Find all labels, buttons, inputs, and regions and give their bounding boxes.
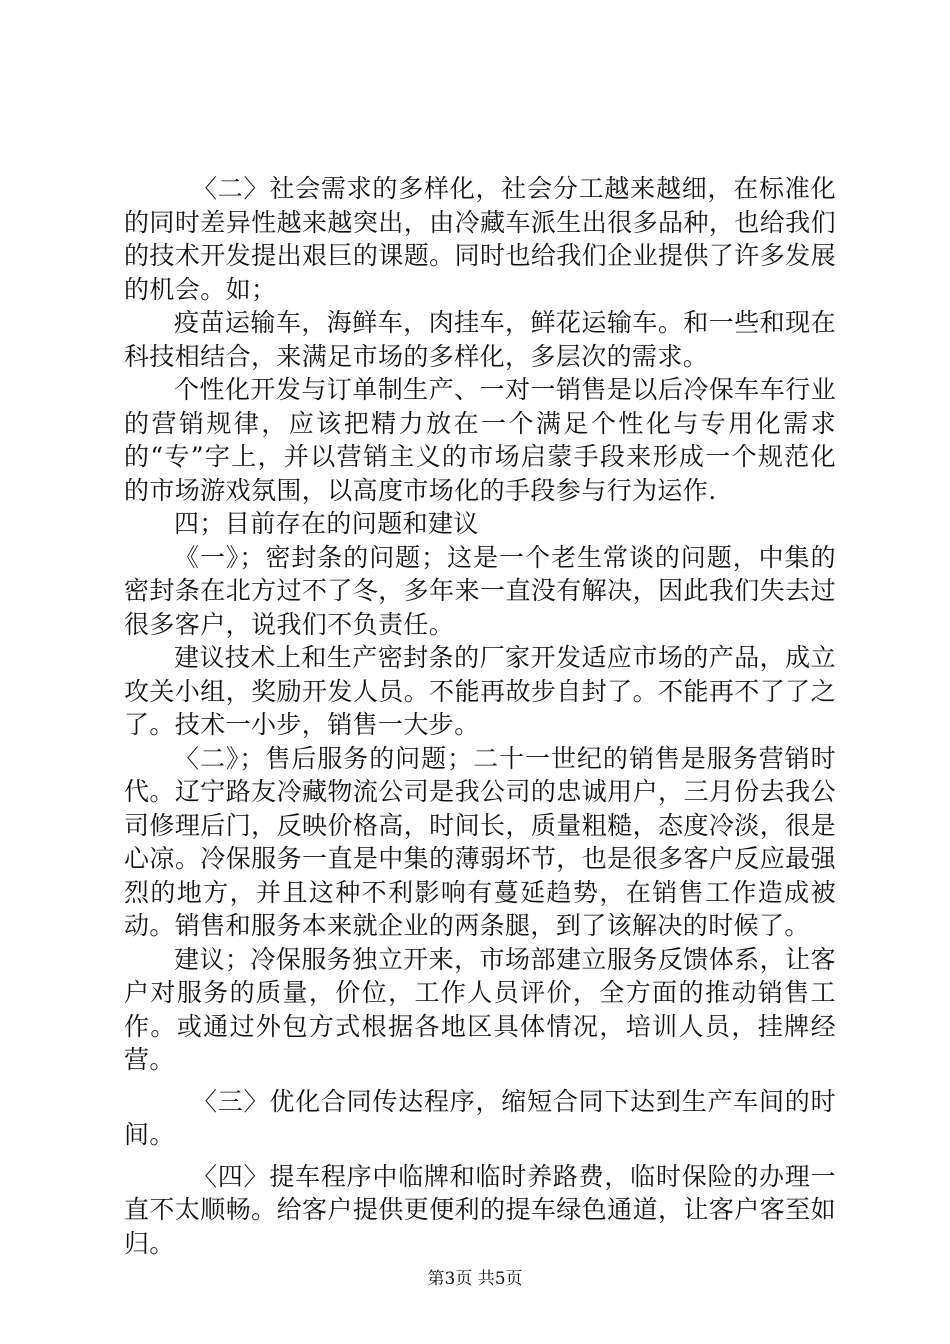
paragraph-personalized-development: 个性化开发与订单制生产、一对一销售是以后冷保车车行业的营销规律，应该把精力放在一个满足个性化与专用化需求的“专”字上，并以营销主义的市场启蒙手段来形成一个规范化的市场游戏氛围，以高度市场化的手段参与行为运作.: [124, 375, 836, 505]
paragraph-pickup-process: 〈四〉提车程序中临牌和临时养路费，临时保险的办理一直不太顺畅。给客户提供更便利的提车绿色通道，让客户客至如归。: [124, 1161, 836, 1258]
paragraph-seal-suggestion: 建议技术上和生产密封条的厂家开发适应市场的产品，成立攻关小组，奖励开发人员。不能再故步自封了。不能再不了了之了。技术一小步，销售一大步。: [124, 643, 836, 739]
paragraph-after-sales-problem: 〈二》；售后服务的问题；二十一世纪的销售是服务营销时代。辽宁路友冷藏物流公司是我公司的忠诚用户，三月份去我公司修理后门，反映价格高，时间长，质量粗糙，态度冷淡，很是心凉。冷保服务一直是中集的薄弱坏节，也是很多客户反应最强烈的地方，并且这种不利影响有蔓延趋势，在销售工作造成被动。销售和服务本来就企业的两条腿，到了该解决的时候了。: [124, 743, 836, 940]
paragraph-after-sales-suggestion: 建议；冷保服务独立开来，市场部建立服务反馈体系，让客户对服务的质量，价位，工作人员评价，全方面的推动销售工作。或通过外包方式根据各地区具体情况，培训人员，挂牌经营。: [124, 944, 836, 1074]
paragraph-social-demand: 〈二〉社会需求的多样化，社会分工越来越细，在标准化的同时差异性越来越突出，由冷藏车派生出很多品种，也给我们的技术开发提出艰巨的课题。同时也给我们企业提供了许多发展的机会。如；: [124, 174, 836, 304]
paragraph-contract-process: 〈三〉优化合同传达程序，缩短合同下达到生产车间的时间。: [124, 1086, 836, 1149]
section-heading-problems: 四；目前存在的问题和建议: [174, 509, 479, 538]
paragraph-seal-problem: 《一》；密封条的问题；这是一个老生常谈的问题，中集的密封条在北方过不了冬，多年来一直没有解决，因此我们失去过很多客户，说我们不负责任。: [124, 542, 836, 639]
document-body: [124, 172, 836, 1260]
page-footer: 第3页 共5页: [427, 1269, 523, 1289]
paragraph-vehicle-types: 疫苗运输车，海鲜车，肉挂车，鲜花运输车。和一些和现在科技相结合，来满足市场的多样化，多层次的需求。: [124, 308, 836, 371]
